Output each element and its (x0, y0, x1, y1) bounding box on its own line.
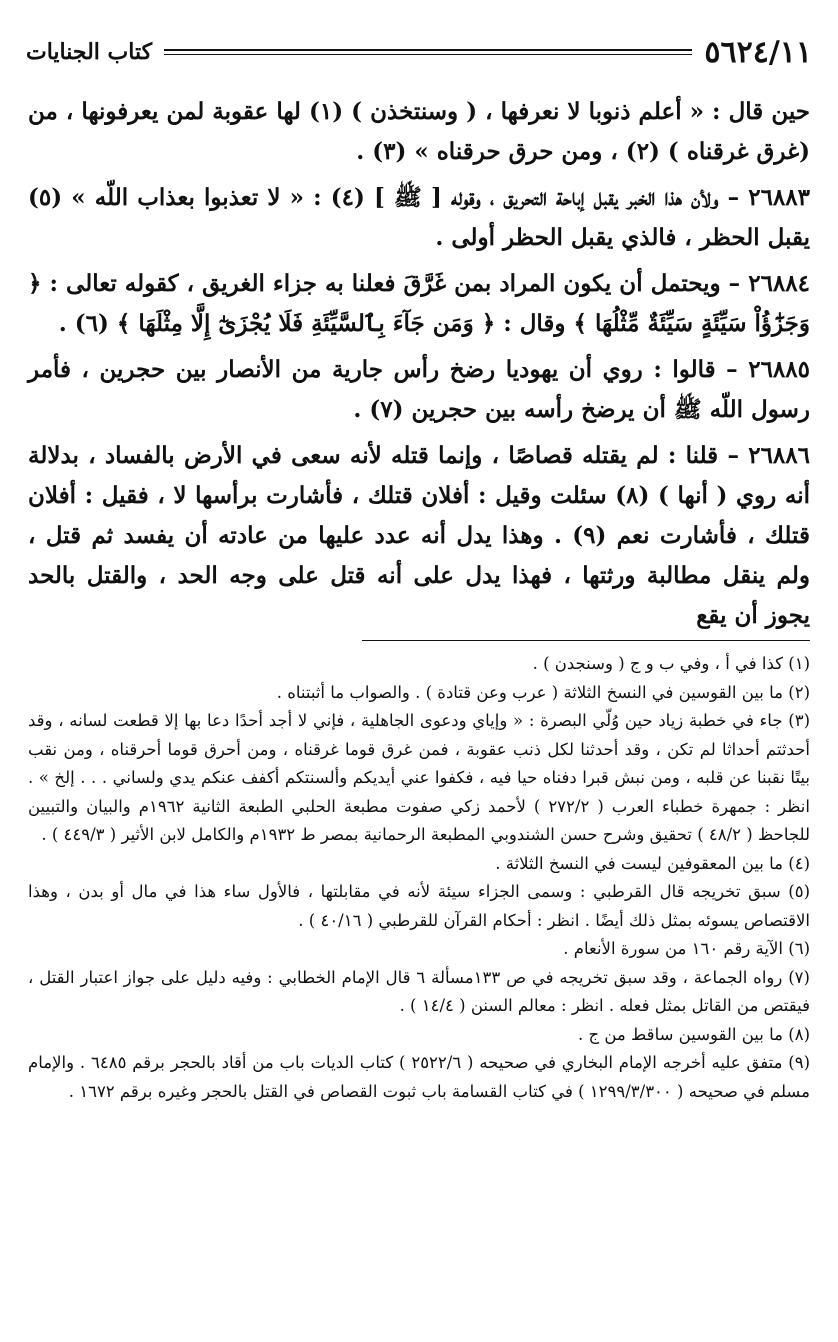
footnote: (٥) سبق تخريجه قال القرطبي : وسمى الجزاء سيئة لأنه في مقابلتها ، فالأول ساء هذا في مال أو بدن ، وهذا الاقتصاص يسوئه بمثل ذلك أيضًا . انظر : أحكام القرآن للقرطبي ( ٤٠/١٦ ) . (28, 882, 810, 930)
paragraph: ٢٦٨٨٤ – ويحتمل أن يكون المراد بمن غَرَّقَ فعلنا به جزاء الغريق ، كقوله تعالى : ﴿ وَجَزَٰٓؤُاْ سَيِّئَةٍ سَيِّئَةٌ مِّثْلُهَا ﴾ وقال : ﴿ وَمَن جَآءَ بِٱلسَّيِّئَةِ فَلَا يُجْزَىٰٓ إِلَّا مِثْلَهَا ﴾ (٦) . (28, 270, 810, 337)
paragraph: حين قال : « أعلم ذنوبا لا نعرفها ، ( وسنتخذن ) (١) لها عقوبة لمن يعرفونها ، من (غرق غرقناه ) (٢) ، ومن حرق حرقناه » (٣) . (28, 98, 811, 165)
footnote: (٣) جاء في خطبة زياد حين وُلّي البصرة : « وإياي ودعوى الجاهلية ، فإني لا أجد أحدًا دعا بها إلا قطعت لسانه ، وقد أحدثتم أحداثا لم تكن ، وقد أحدثنا لكل ذنب عقوبة ، فمن غرق قوما غرقناه ، ومن أحرق قوما أحرقناه ، ومن نقب بيتًا نقبنا عن قلبه ، ومن نبش قبرا دفناه حيا فيه ، فكفوا عني أيديكم وألسنتكم أكفف عنكم يدي ولساني . . . إلخ » . انظر : جمهرة خطباء العرب ( ٢٧٢/٢ ) لأحمد زكي صفوت مطبعة الحلبي الطبعة الثانية ١٩٦٢م والبيان والتبيين للجاحظ ( ٤٨/٢ ) تحقيق وشرح حسن الشندوبي المطبعة الرحمانية بمصر ط ١٩٣٢م والكامل لابن الأثير ( ٤٤٩/٣ ) . (28, 711, 811, 844)
header-rule (164, 49, 692, 55)
page-number: ٥٦٢٤/١١ (704, 34, 812, 70)
paragraph: ٢٦٨٨٦ – قلنا : لم يقتله قصاصًا ، وإنما قتله لأنه سعى في الأرض بالفساد ، بدلالة أنه روي ( أنها ) (٨) سئلت وقيل : أفلان قتلك ، فأشارت برأسها لا ، فقيل : أفلان قتلك ، فأشارت نعم (٩) . وهذا يدل أنه عدد عليها من عادته أن يفسد ثم قتل ، ولم ينقل مطالبة ورثتها ، فهذا يدل على أنه قتل على وجه الحد ، والقتل بالحد يجوز أن يقع (28, 442, 810, 629)
footnote: (٢) ما بين القوسين في النسخ الثلاثة ( عرب وعن قتادة ) . والصواب ما أثبتناه . (276, 682, 810, 702)
footnote: (١) كذا في أ ، وفي ب و ج ( وسنجدن ) . (532, 654, 810, 673)
footnote: (٨) ما بين القوسين ساقط من ج . (577, 1024, 810, 1044)
book-title: كتاب الجنايات (26, 39, 153, 65)
paragraph: ٢٦٨٨٥ – قالوا : روي أن يهوديا رضخ رأس جارية من الأنصار بين حجرين ، فأمر رسول اللّه ﷺ أن يرضخ رأسه بين حجرين (٧) . (28, 356, 810, 423)
footnote: (٦) الآية رقم ١٦٠ من سورة الأنعام . (563, 939, 810, 958)
footnote-divider (362, 640, 810, 641)
page-header (26, 32, 812, 72)
footnote: (٤) ما بين المعقوفين ليست في النسخ الثلاثة . (495, 853, 810, 873)
main-text (28, 92, 810, 642)
footnote: (٩) متفق عليه أخرجه الإمام البخاري في صحيحه ( ٢٥٢٢/٦ ) كتاب الديات باب من أقاد بالحجر برقم ٦٤٨٥ . والإمام مسلم في صحيحه ( ١٢٩٩/٣/٣٠٠ ) في كتاب القسامة باب ثبوت القصاص في القتل بالحجر وغيره برقم ١٦٧٢ . (28, 1053, 810, 1101)
paragraph: ٢٦٨٨٣ – ولأن هذا الخبر يقبل إباحة التحريق ، وقوله [ ﷺ ] (٤) : « لا تعذبوا بعذاب اللّه » (٥) يقبل الحظر ، فالذي يقبل الحظر أولى . (28, 184, 810, 251)
footnotes (28, 650, 810, 1106)
footnote: (٧) رواه الجماعة ، وقد سبق تخريجه في ص ١٣٣مسألة ٦ قال الإمام الخطابي : وفيه دليل على جواز اعتبار القتل ، فيقتص من القاتل بمثل فعله . انظر : معالم السنن ( ١٤/٤ ) . (28, 967, 810, 1015)
